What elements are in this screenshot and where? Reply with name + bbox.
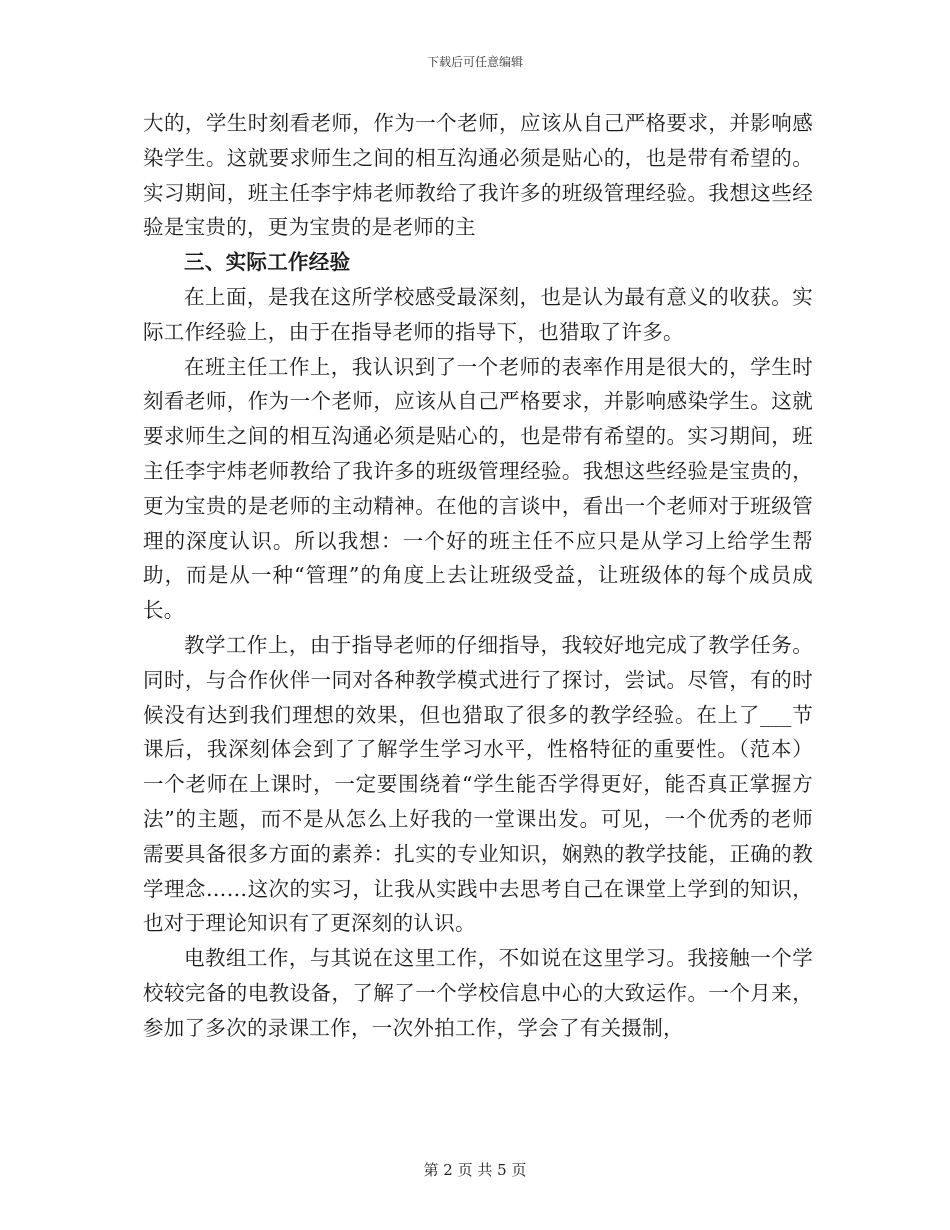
paragraph-av-group: 电教组工作，与其说在这里工作，不如说在这里学习。我接触一个学校较完备的电教设备，了解了一个学校信息中心的大致运作。一个月来，参加了多次的录课工作，一次外拍工作，学会了有关摄制， bbox=[143, 946, 813, 1040]
page-header: 下载后可任意编辑 bbox=[426, 55, 523, 69]
paragraph-teaching: 教学工作上，由于指导老师的仔细指导，我较好地完成了教学任务。同时，与合作伙伴一同对各种教学模式进行了探讨，尝试。尽管，有的时候没有达到我们理想的效果，但也猎取了很多的教学经验。在上了___节课后，我深刻体会到了了解学生学习水平，性格特征的重要性。（范本）一个老师在上课时，一定要围绕着“学生能否学得更好，能否真正掌握方法”的主题，而不是从怎么上好我的一堂课出发。可见，一个优秀的老师需要具备很多方面的素养：扎实的专业知识，娴熟的教学技能，正确的教学理念……这次的实习，让我从实践中去思考自己在课堂上学到的知识，也对于理论知识有了更深刻的认识。 bbox=[143, 632, 813, 936]
page-footer: 第 2 页 共 5 页 bbox=[423, 1161, 527, 1179]
section-heading: 三、实际工作经验 bbox=[184, 250, 351, 275]
document-body bbox=[143, 106, 813, 1046]
paragraph-class-teacher: 在班主任工作上，我认识到了一个老师的表率作用是很大的，学生时刻看老师，作为一个老师，应该从自己严格要求，并影响感染学生。这就要求师生之间的相互沟通必须是贴心的，也是带有希望的。实习期间，班主任李宇炜老师教给了我许多的班级管理经验。我想这些经验是宝贵的，更为宝贵的是老师的主动精神。在他的言谈中，看出一个老师对于班级管理的深度认识。所以我想：一个好的班主任不应只是从学习上给学生帮助，而是从一种“管理”的角度上去让班级受益，让班级体的每个成员成长。 bbox=[143, 354, 813, 623]
paragraph-continuation: 大的，学生时刻看老师，作为一个老师，应该从自己严格要求，并影响感染学生。这就要求师生之间的相互沟通必须是贴心的，也是带有希望的。实习期间，班主任李宇炜老师教给了我许多的班级管理经验。我想这些经验是宝贵的，更为宝贵的是老师的主 bbox=[143, 111, 813, 240]
paragraph-intro: 在上面，是我在这所学校感受最深刻，也是认为最有意义的收获。实际工作经验上，由于在指导老师的指导下，也猎取了许多。 bbox=[143, 284, 813, 344]
